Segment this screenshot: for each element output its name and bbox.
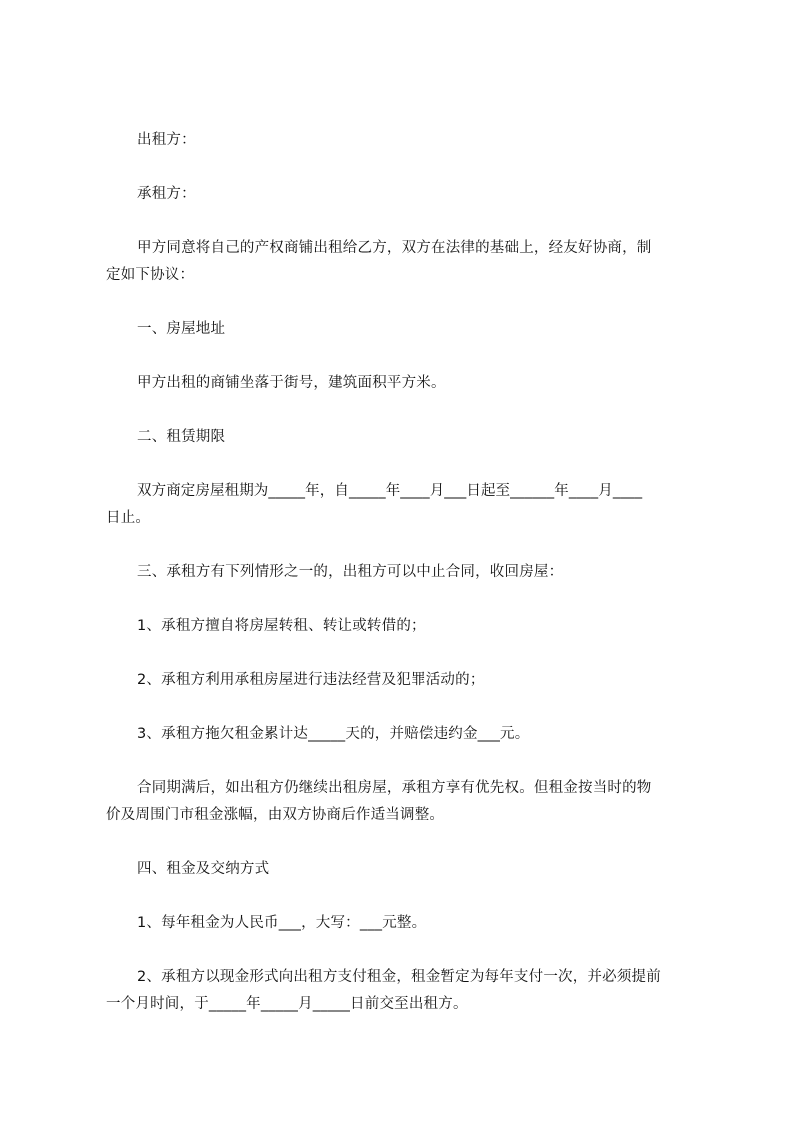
section-3-heading: 三、承租方有下列情形之一的，出租方可以中止合同，收回房屋：: [137, 564, 564, 580]
intro-paragraph-line-1: 甲方同意将自己的产权商铺出租给乙方，双方在法律的基础上，经友好协商，制: [137, 240, 652, 256]
term-paragraph-line-1: 双方商定房屋租期为_____年，自_____年____月___日起至______年____月____: [137, 483, 643, 499]
lessee-label: 承租方：: [137, 186, 196, 202]
renewal-paragraph-line-2: 价及周围门市租金涨幅，由双方协商后作适当调整。: [106, 807, 445, 823]
lessor-label: 出租方：: [137, 132, 196, 148]
clause-4-2-line-2: 一个月时间，于_____年_____月_____日前交至出租方。: [106, 996, 468, 1012]
clause-4-2-line-1: 2、承租方以现金形式向出租方支付租金，租金暂定为每年支付一次，并必须提前: [137, 969, 661, 985]
clause-3-3: 3、承租方拖欠租金累计达_____天的，并赔偿违约金___元。: [137, 726, 530, 742]
clause-3-2: 2、承租方利用承租房屋进行违法经营及犯罪活动的；: [137, 672, 485, 688]
section-1-heading: 一、房屋地址: [137, 321, 226, 337]
section-2-heading: 二、租赁期限: [137, 429, 226, 445]
clause-3-1: 1、承租方擅自将房屋转租、转让或转借的；: [137, 618, 426, 634]
section-1-body: 甲方出租的商铺坐落于街号，建筑面积平方米。: [137, 375, 446, 391]
intro-paragraph-line-2: 定如下协议：: [106, 267, 195, 283]
section-4-heading: 四、租金及交纳方式: [137, 861, 270, 877]
clause-4-1: 1、每年租金为人民币___，大写：___元整。: [137, 915, 427, 931]
term-paragraph-line-2: 日止。: [106, 510, 151, 526]
renewal-paragraph-line-1: 合同期满后，如出租方仍继续出租房屋，承租方享有优先权。但租金按当时的物: [137, 780, 652, 796]
